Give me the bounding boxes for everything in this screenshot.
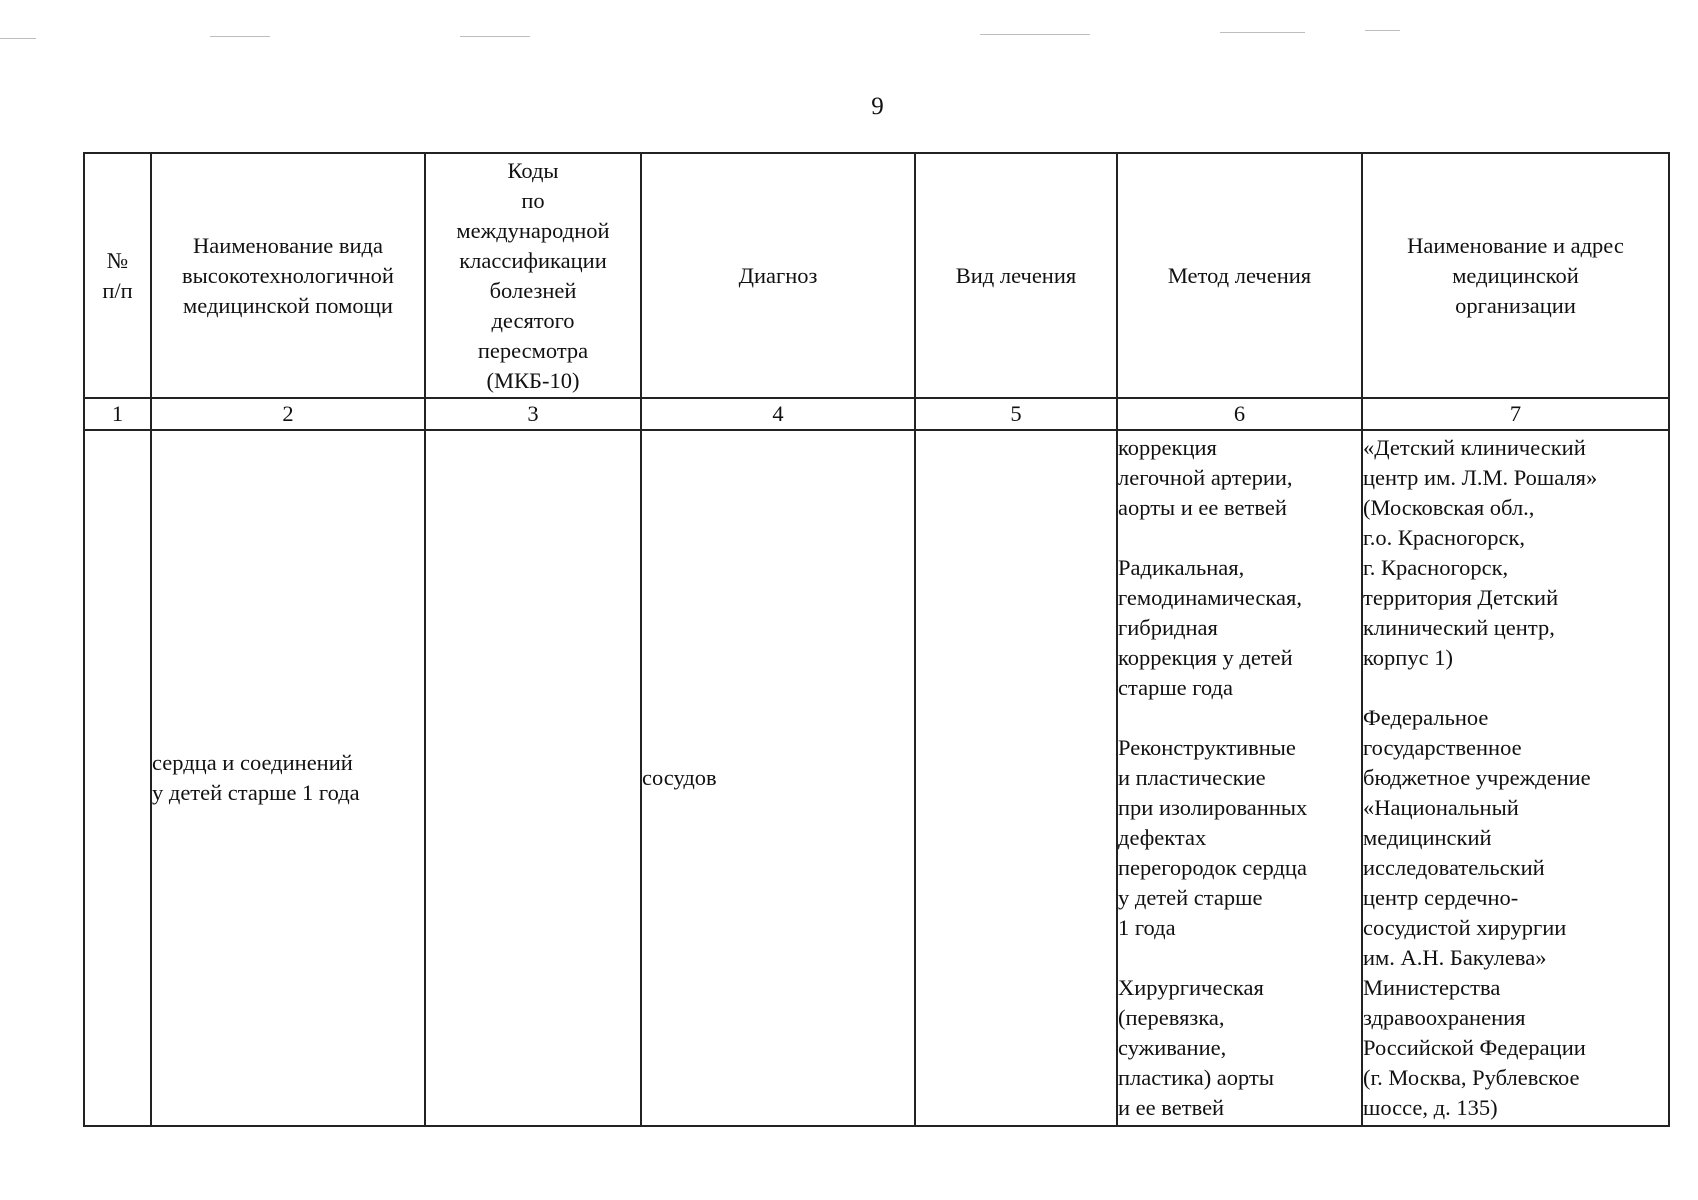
cell-organization: «Детский клинический центр им. Л.М. Рошаля» (Московская обл., г.о. Красногорск, г. Красногорск, территория Детский клинический центр, корпус 1) Федеральное государственное бюджетное учреждение «Национальный медицинский исследовательский центр сердечно- сосудистой хирургии им. А.Н. Бакулева» Министерства здравоохранения Российской Федерации (г. Москва, Рублевское шоссе, д. 135) xyxy=(1362,430,1669,1126)
cell-icd-codes xyxy=(425,430,641,1126)
scan-artifact xyxy=(1220,32,1305,33)
column-number: 7 xyxy=(1362,398,1669,430)
scan-artifact xyxy=(460,36,530,37)
column-number: 6 xyxy=(1117,398,1362,430)
header-icd-codes: Коды по международной классификации болезней десятого пересмотра (МКБ-10) xyxy=(425,153,641,398)
scan-artifact xyxy=(980,34,1090,35)
cell-treatment-kind xyxy=(915,430,1117,1126)
header-treatment-method: Метод лечения xyxy=(1117,153,1362,398)
scan-artifact xyxy=(1365,30,1400,31)
scan-artifact xyxy=(0,38,36,39)
column-number: 3 xyxy=(425,398,641,430)
page-number: 9 xyxy=(871,93,884,120)
column-number-row xyxy=(84,398,1669,430)
column-number: 1 xyxy=(84,398,151,430)
header-diagnosis: Диагноз xyxy=(641,153,915,398)
header-organization: Наименование и адрес медицинской организации xyxy=(1362,153,1669,398)
column-number: 5 xyxy=(915,398,1117,430)
table-row xyxy=(84,430,1669,1126)
header-care-type: Наименование вида высокотехнологичной медицинской помощи xyxy=(151,153,425,398)
services-table xyxy=(83,152,1670,1127)
column-number: 4 xyxy=(641,398,915,430)
cell-care-type: сердца и соединений у детей старше 1 года xyxy=(151,430,425,1126)
scan-artifact xyxy=(210,36,270,37)
header-treatment-kind: Вид лечения xyxy=(915,153,1117,398)
header-row xyxy=(84,153,1669,398)
column-number: 2 xyxy=(151,398,425,430)
cell-diagnosis: сосудов xyxy=(641,430,915,1126)
header-number: № п/п xyxy=(84,153,151,398)
cell-treatment-method: коррекция легочной артерии, аорты и ее ветвей Радикальная, гемодинамическая, гибридная коррекция у детей старше года Реконструктивные и пластические при изолированных дефектах перегородок сердца у детей старше 1 года Хирургическая (перевязка, суживание, пластика) аорты и ее ветвей xyxy=(1117,430,1362,1126)
cell-number xyxy=(84,430,151,1126)
